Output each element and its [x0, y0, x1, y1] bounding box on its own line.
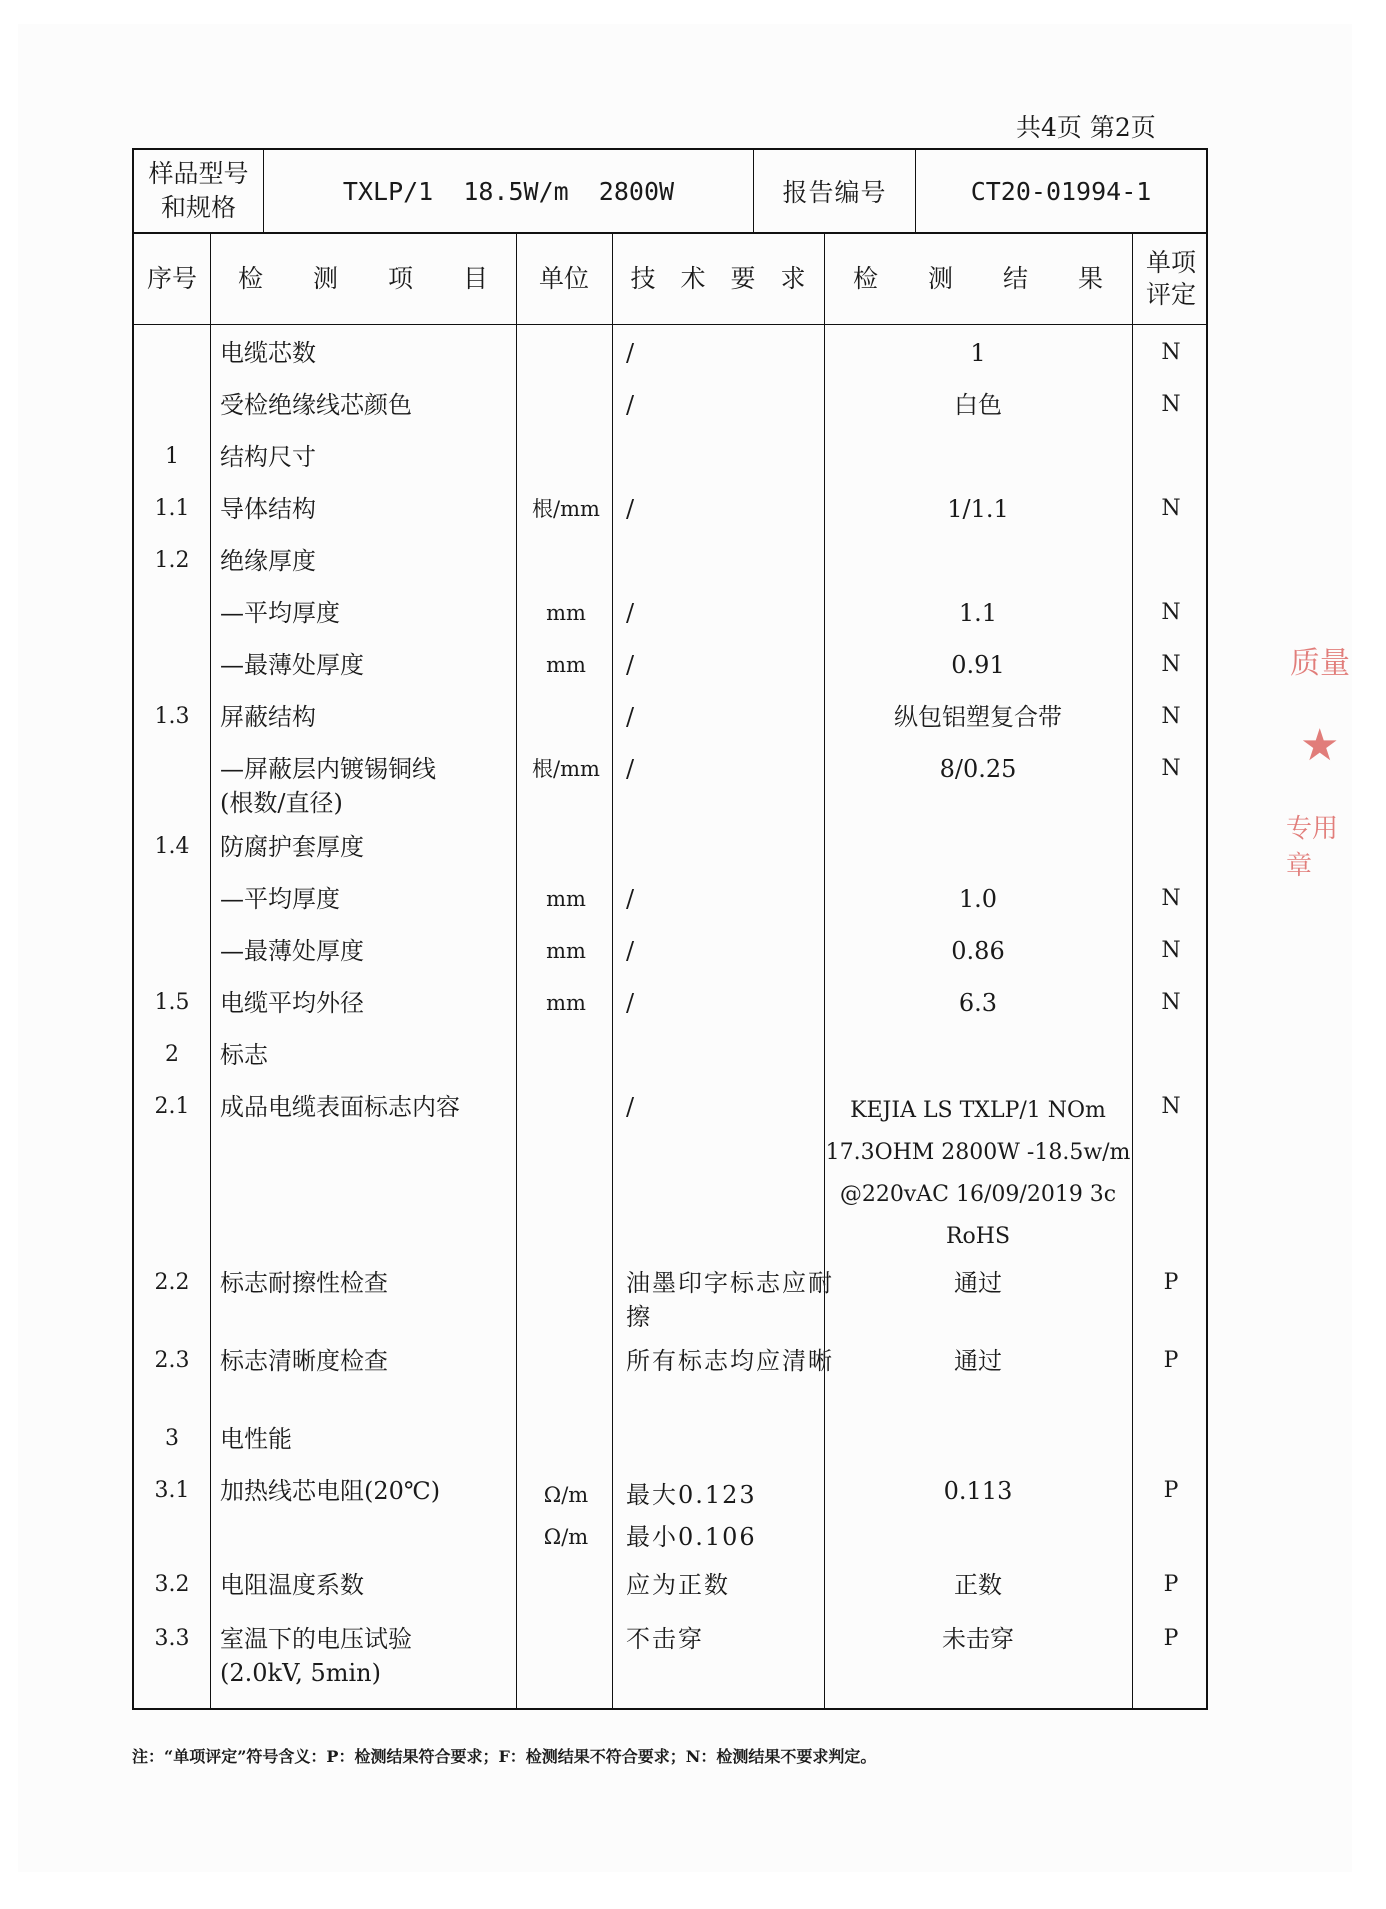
row-no: 1.4 [154, 834, 190, 859]
row-requirement [614, 1474, 836, 1558]
row-result: 6.3 [958, 989, 998, 1017]
model-label-line1: 样品型号 [148, 159, 249, 188]
row-no: 1 [165, 444, 179, 469]
row-no: 1.5 [154, 990, 190, 1015]
row-unit: 根/mm [532, 757, 600, 781]
row-verdict: P [1163, 1270, 1179, 1295]
row-no: 2.2 [154, 1270, 190, 1295]
stamp-star-icon: ★ [1300, 720, 1340, 771]
row-item: 屏蔽结构 [220, 703, 316, 731]
row-result: 1.0 [958, 885, 998, 913]
col-header-verdict-line2: 评定 [1145, 280, 1196, 309]
row-item: —最薄处厚度 [220, 937, 364, 965]
row-item: 结构尺寸 [220, 443, 316, 471]
header-divider [134, 324, 1206, 325]
row-verdict: N [1161, 392, 1181, 417]
row-result: 未击穿 [942, 1625, 1014, 1653]
col-header-unit: 单位 [538, 264, 589, 293]
col-divider [516, 234, 517, 1708]
page-number: 共4页 第2页 [1016, 113, 1156, 142]
row-unit: mm [546, 653, 586, 677]
row-verdict: N [1161, 496, 1181, 521]
row-no: 2.3 [154, 1348, 190, 1373]
row-result: 1 [970, 339, 986, 367]
row-result: 正数 [954, 1571, 1002, 1599]
row-no: 3.1 [154, 1478, 190, 1503]
row-requirement: / [626, 755, 637, 783]
col-divider [612, 234, 613, 1708]
row-unit: mm [546, 939, 586, 963]
row-verdict: P [1163, 1348, 1179, 1373]
row-unit-line2: Ω/m [543, 1525, 589, 1549]
report-number-label: 报告编号 [754, 150, 916, 232]
row-unit: mm [546, 601, 586, 625]
row-item: —平均厚度 [220, 885, 340, 913]
marking-line2: 17.3OHM 2800W -18.5w/m [825, 1140, 1131, 1165]
row-verdict: P [1163, 1478, 1179, 1503]
model-value: TXLP/1 18.5W/m 2800W [264, 150, 754, 232]
row-result: 0.86 [951, 937, 1005, 965]
row-result: 0.91 [951, 651, 1005, 679]
stamp-text-1: 质量 [1290, 646, 1350, 681]
marking-line4: RoHS [945, 1224, 1011, 1249]
row-verdict: N [1161, 990, 1181, 1015]
row-item: 电阻温度系数 [220, 1571, 364, 1599]
red-seal-stamp [1278, 628, 1352, 888]
row-requirement: / [626, 391, 637, 419]
col-header-no: 序号 [146, 264, 197, 293]
model-label-line2: 和规格 [160, 193, 236, 222]
row-unit [520, 1474, 612, 1558]
row-item-line2: (2.0kV, 5min) [220, 1659, 381, 1687]
row-requirement: 所有标志均应清晰 [626, 1347, 834, 1375]
row-result: 0.113 [943, 1477, 1013, 1505]
row-verdict: N [1161, 886, 1181, 911]
stamp-text-2: 专用章 [1286, 814, 1339, 881]
row-result: 1.1 [958, 599, 998, 627]
row-requirement: / [626, 599, 637, 627]
row-verdict: N [1161, 340, 1181, 365]
row-item-line1: 室温下的电压试验 [220, 1625, 412, 1653]
row-item: 电缆芯数 [220, 339, 316, 367]
row-result: 纵包铝塑复合带 [894, 703, 1062, 731]
row-item: 电缆平均外径 [220, 989, 364, 1017]
row-no: 1.2 [154, 548, 190, 573]
row-requirement: / [626, 885, 637, 913]
row-no: 3.2 [154, 1572, 190, 1597]
row-verdict: P [1163, 1572, 1179, 1597]
row-result: 白色 [954, 391, 1002, 419]
row-item-line2: (根数/直径) [220, 789, 343, 817]
row-no: 2 [165, 1042, 179, 1067]
marking-line3: @220vAC 16/09/2019 3c [839, 1182, 1117, 1207]
row-requirement: 不击穿 [626, 1625, 704, 1653]
row-requirement: / [626, 339, 637, 367]
row-requirement: / [626, 703, 637, 731]
row-item: 成品电缆表面标志内容 [220, 1093, 460, 1121]
row-result: 8/0.25 [939, 755, 1017, 783]
row-requirement: 油墨印字标志应耐擦 [626, 1269, 834, 1331]
row-result [824, 1090, 1132, 1258]
row-item: 加热线芯电阻(20℃) [220, 1477, 441, 1505]
row-requirement: / [626, 937, 637, 965]
row-requirement: / [626, 651, 637, 679]
row-verdict: N [1161, 600, 1181, 625]
row-verdict: N [1161, 652, 1181, 677]
col-header-verdict [1132, 234, 1210, 324]
row-item: 防腐护套厚度 [220, 833, 364, 861]
row-item: 绝缘厚度 [220, 547, 316, 575]
row-item: 标志清晰度检查 [220, 1347, 388, 1375]
row-item: 受检绝缘线芯颜色 [220, 391, 412, 419]
row-requirement: / [626, 989, 637, 1017]
row-no: 3 [165, 1426, 179, 1451]
row-result: 通过 [954, 1269, 1002, 1297]
row-unit-line1: Ω/m [543, 1483, 589, 1507]
row-item [220, 752, 516, 820]
row-verdict: N [1161, 756, 1181, 781]
row-result: 通过 [954, 1347, 1002, 1375]
row-item: —最薄处厚度 [220, 651, 364, 679]
row-verdict: N [1161, 1094, 1181, 1119]
row-item: 电性能 [220, 1425, 292, 1453]
row-requirement: / [626, 1093, 637, 1121]
report-number-value: CT20-01994-1 [970, 176, 1152, 206]
col-divider [210, 234, 211, 1708]
report-header-table [132, 148, 1208, 234]
row-verdict: N [1161, 704, 1181, 729]
row-item [220, 1622, 516, 1690]
row-item-line1: —屏蔽层内镀锡铜线 [220, 755, 436, 783]
row-unit: 根/mm [532, 497, 600, 521]
marking-line1: KEJIA LS TXLP/1 NOm [850, 1098, 1106, 1123]
row-requirement: / [626, 495, 637, 523]
verdict-legend-note: 注：“单项评定”符号含义：P：检测结果符合要求；F：检测结果不符合要求；N：检测结果不要求判定。 [132, 1747, 877, 1766]
row-result: 1/1.1 [947, 495, 1009, 523]
row-verdict: N [1161, 938, 1181, 963]
row-no: 1.1 [154, 496, 190, 521]
col-header-verdict-line1: 单项 [1145, 248, 1196, 277]
row-unit: mm [546, 991, 586, 1015]
row-unit: mm [546, 887, 586, 911]
col-header-item: 检 测 项 目 [237, 264, 488, 293]
col-header-result: 检 测 结 果 [852, 264, 1103, 293]
row-item: —平均厚度 [220, 599, 340, 627]
row-no: 2.1 [154, 1094, 190, 1119]
row-no: 1.3 [154, 704, 190, 729]
row-no: 3.3 [154, 1626, 190, 1651]
row-item: 标志耐擦性检查 [220, 1269, 388, 1297]
test-results-table [132, 234, 1208, 1710]
model-label-cell [134, 150, 264, 232]
row-verdict: P [1163, 1626, 1179, 1651]
row-req-line2: 最小0.106 [626, 1523, 757, 1551]
col-header-requirement: 技 术 要 求 [630, 264, 806, 293]
row-requirement: 应为正数 [626, 1571, 730, 1599]
row-item: 导体结构 [220, 495, 316, 523]
row-item: 标志 [220, 1041, 268, 1069]
row-req-line1: 最大0.123 [626, 1481, 757, 1509]
